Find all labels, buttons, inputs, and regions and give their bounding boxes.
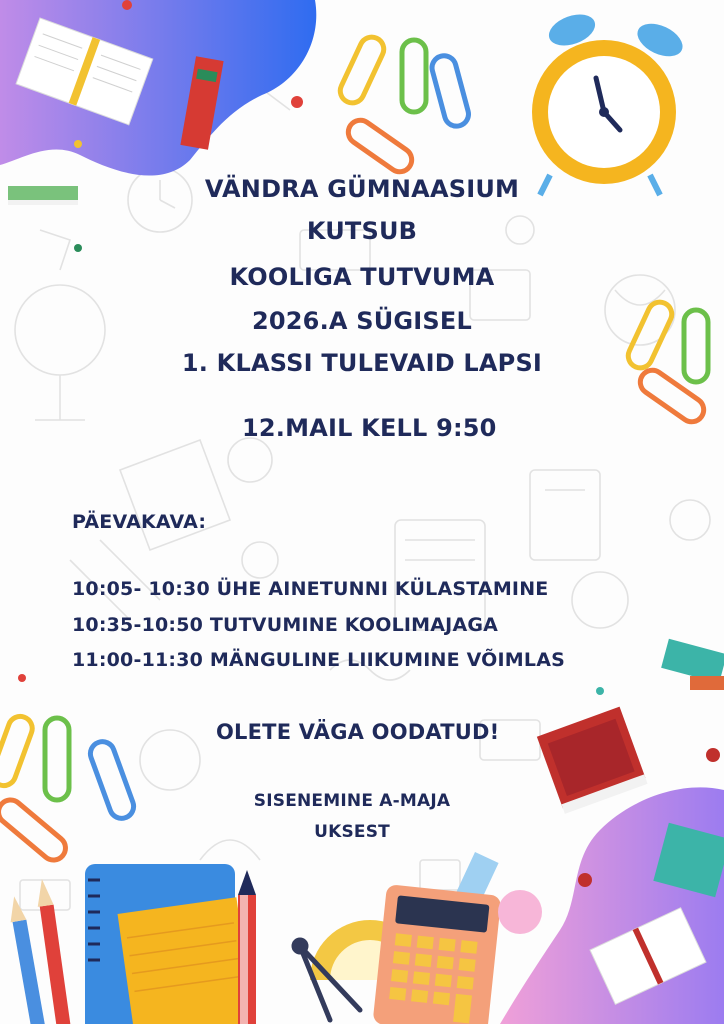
title-line-4: 2026.A SÜGISEL [251, 307, 473, 335]
schedule-item-3: 11:00-11:30 MÄNGULINE LIIKUMINE VÕIMLAS [72, 649, 565, 671]
title-line-1: VÄNDRA GÜMNAASIUM [204, 175, 520, 203]
schedule-item-1: 10:05- 10:30 ÜHE AINETUNNI KÜLASTAMINE [72, 578, 549, 600]
title-line-3: KOOLIGA TUTVUMA [229, 263, 495, 291]
schedule-item-2: 10:35-10:50 TUTVUMINE KOOLIMAJAGA [72, 614, 499, 636]
entrance-line-1: SISENEMINE A-MAJA [253, 791, 451, 811]
schedule-heading: PÄEVAKAVA: [72, 511, 207, 533]
welcome-message: OLETE VÄGA OODATUD! [216, 720, 500, 744]
event-date: 12.MAIL KELL 9:50 [242, 414, 497, 442]
title-line-5: 1. KLASSI TULEVAID LAPSI [181, 349, 543, 377]
title-line-2: KUTSUB [306, 217, 418, 245]
entrance-line-2: UKSEST [314, 822, 390, 842]
